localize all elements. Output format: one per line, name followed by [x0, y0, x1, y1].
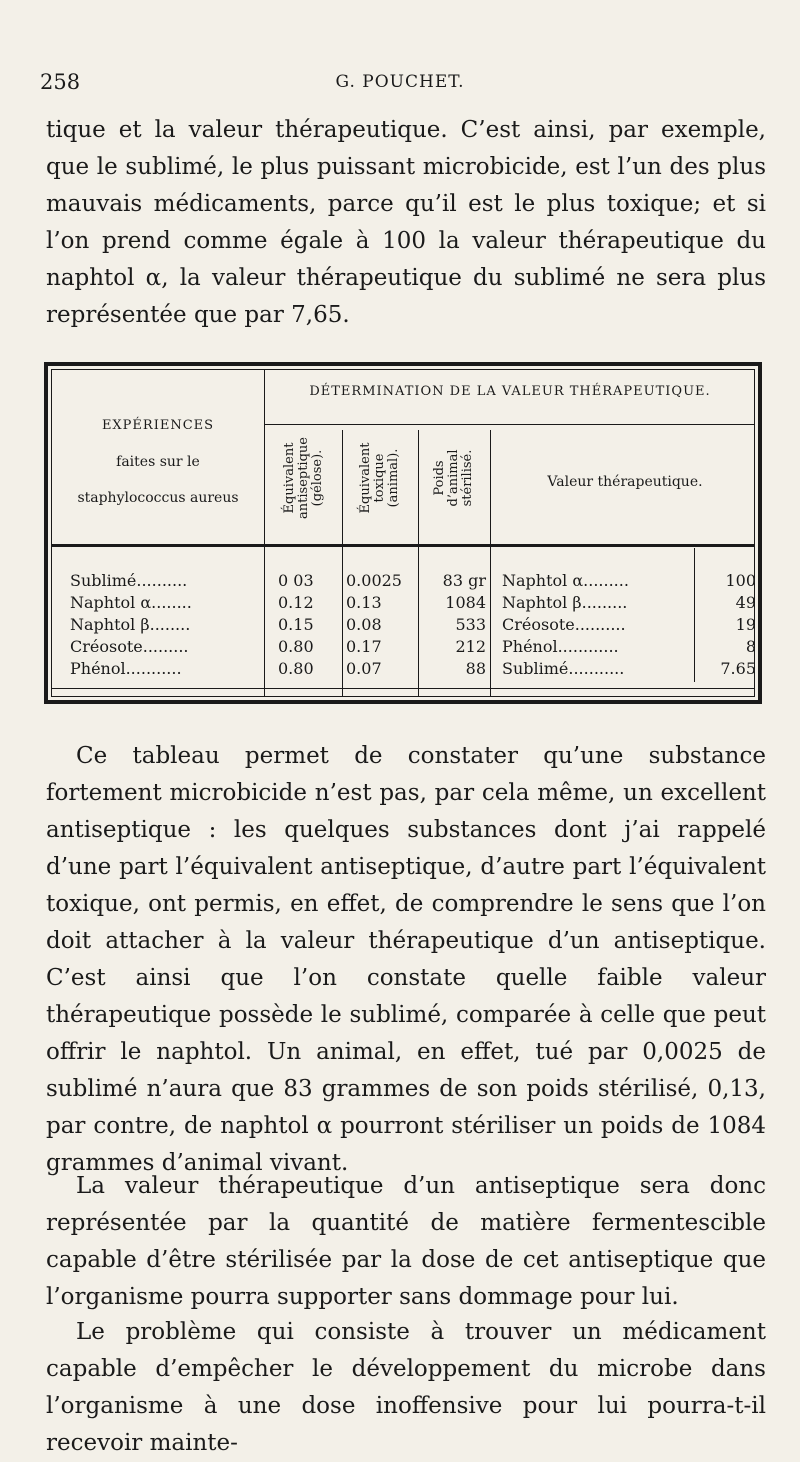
- experiences-title: EXPÉRIENCES: [101, 418, 215, 433]
- substance-cell: Phénol...........: [70, 659, 182, 678]
- therapeutic-value-table: [44, 362, 762, 704]
- table-row: [52, 592, 754, 614]
- equiv-antiseptique-cell: 0.12: [278, 593, 314, 612]
- running-title: G. POUCHET.: [335, 72, 465, 92]
- valeur-cell: 19: [735, 615, 756, 634]
- paragraph-3: La valeur thérapeutique d’un antiseptique sera donc représentée par la quantité de matière fermentescible capable d’être stérilisée par la dose de cet antiseptique que l’organisme pourra supporter sans dommage pour lui.: [46, 1173, 766, 1310]
- equiv-antiseptique-cell: 0.80: [278, 637, 314, 656]
- poids-cell: 533: [455, 615, 486, 634]
- equiv-toxique-label: Équivalent toxique (animal).: [358, 442, 401, 514]
- equiv-antiseptique-cell: 0.80: [278, 659, 314, 678]
- footer-rule: [52, 688, 754, 689]
- equiv-toxique-cell: 0.08: [346, 615, 382, 634]
- header-separator: [52, 544, 754, 547]
- experiences-line3: staphylococcus aureus: [77, 490, 239, 506]
- paragraph-4: Le problème qui consiste à trouver un médicament capable d’empêcher le développement du microbe dans l’organisme à une dose inoffensive pour lui pourra-t-il recevoir mainte-: [46, 1319, 766, 1456]
- experiences-header: [52, 408, 264, 516]
- running-head: [40, 70, 760, 98]
- valeur-cell: 49: [735, 593, 756, 612]
- poids-cell: 212: [455, 637, 486, 656]
- substance-cell: Créosote.........: [70, 637, 189, 656]
- table-row: [52, 658, 754, 680]
- valeur-substance-cell: Créosote..........: [502, 615, 626, 634]
- equiv-antiseptique-header: [266, 418, 342, 538]
- valeur-substance-cell: Phénol............: [502, 637, 619, 656]
- equiv-antiseptique-cell: 0 03: [278, 571, 314, 590]
- determination-title: DÉTERMINATION DE LA VALEUR THÉRAPEUTIQUE.: [309, 384, 711, 399]
- poids-cell: 88: [465, 659, 486, 678]
- valeur-substance-cell: Naphtol α.........: [502, 571, 629, 590]
- page-number: 258: [40, 70, 81, 94]
- valeur-header: Valeur thérapeutique.: [547, 474, 703, 490]
- equiv-toxique-header: [342, 418, 418, 538]
- equiv-antiseptique-cell: 0.15: [278, 615, 314, 634]
- poids-label: Poids d’animal stérilisé.: [432, 449, 475, 507]
- table-row: [52, 570, 754, 592]
- paragraph-1: tique et la valeur thérapeutique. C’est ainsi, par exemple, que le sublimé, le plus puissant microbicide, est l’un des plus mauvais médicaments, parce qu’il est le plus toxique; et si l’on prend comme égale à 100 la valeur thérapeutique du naphtol α, la valeur thérapeutique du sublimé ne sera plus représentée que par 7,65.: [46, 117, 766, 328]
- table-row: [52, 636, 754, 658]
- substance-cell: Sublimé..........: [70, 571, 188, 590]
- poids-cell: 1084: [445, 593, 486, 612]
- equiv-antiseptique-label: Équivalent antiseptique (gélose).: [282, 437, 325, 519]
- valeur-cell: 100: [725, 571, 756, 590]
- poids-cell: 83 gr: [442, 571, 486, 590]
- table-inner-frame: [51, 369, 755, 697]
- equiv-toxique-cell: 0.07: [346, 659, 382, 678]
- equiv-toxique-cell: 0.0025: [346, 571, 402, 590]
- paragraph-2: Ce tableau permet de constater qu’une substance fortement microbicide n’est pas, par cela même, un excellent antiseptique : les quelques substances dont j’ai rappelé d’une part l’équivalent antiseptique, d’autre part l’équivalent toxique, ont permis, en effet, de comprendre le sens que l’on doit attacher à la valeur thérapeutique d’un antiseptique. C’est ainsi que l’on constate quelle faible valeur thérapeutique possède le sublimé, comparée à celle que peut offrir le naphtol. Un animal, en effet, tué par 0,0025 de sublimé n’aura que 83 grammes de son poids stérilisé, 0,13, par contre, de naphtol α pourront stériliser un poids de 1084 grammes d’animal vivant.: [46, 743, 766, 1176]
- valeur-cell: 7.65: [720, 659, 756, 678]
- substance-cell: Naphtol α........: [70, 593, 192, 612]
- substance-cell: Naphtol β........: [70, 615, 191, 634]
- equiv-toxique-cell: 0.17: [346, 637, 382, 656]
- valeur-substance-cell: Naphtol β.........: [502, 593, 628, 612]
- valeur-substance-cell: Sublimé...........: [502, 659, 625, 678]
- equiv-toxique-cell: 0.13: [346, 593, 382, 612]
- poids-header: [416, 418, 492, 538]
- valeur-cell: 8: [745, 637, 756, 656]
- table-row: [52, 614, 754, 636]
- experiences-line2: faites sur le: [116, 454, 200, 470]
